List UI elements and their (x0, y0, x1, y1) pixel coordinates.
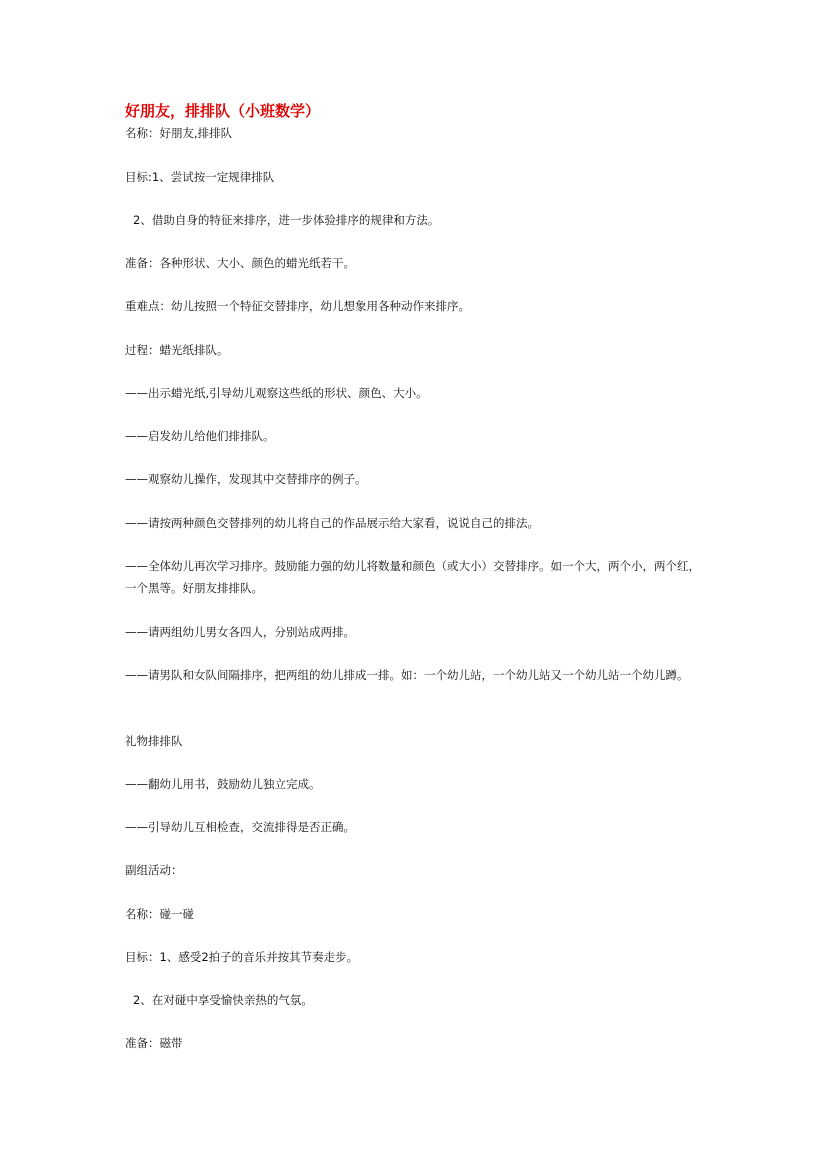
process-step-2: ——启发幼儿给他们排排队。 (125, 429, 275, 443)
goal-line-1: 目标:1、尝试按一定规律排队 (125, 170, 275, 184)
preparation-line: 准备：各种形状、大小、颜色的蜡光纸若干。 (125, 256, 355, 270)
gift-step-2: ——引导幼儿互相检查，交流排得是否正确。 (125, 820, 355, 834)
process-step-1: ——出示蜡光纸,引导幼儿观察这些纸的形状、颜色、大小。 (125, 386, 428, 400)
name-line: 名称：好朋友,排排队 (125, 126, 233, 140)
process-step-3: ——观察幼儿操作，发现其中交替排序的例子。 (125, 472, 367, 486)
key-points-line: 重难点：幼儿按照一个特征交替排序，幼儿想象用各种动作来排序。 (125, 299, 470, 313)
sub-activity-name: 名称：碰一碰 (125, 907, 194, 921)
process-step-6: ——请两组幼儿男女各四人，分别站成两排。 (125, 625, 355, 639)
sub-activity-goal-1: 目标：1、感受2拍子的音乐并按其节奏走步。 (125, 950, 359, 964)
sub-activity-goal-2: 2、在对碰中享受愉快亲热的气氛。 (133, 993, 313, 1007)
gift-queue-line: 礼物排排队 (125, 734, 183, 748)
process-step-4: ——请按两种颜色交替排列的幼儿将自己的作品展示给大家看，说说自己的排法。 (125, 516, 539, 530)
goal-line-2: 2、借助自身的特征来排序，进一步体验排序的规律和方法。 (133, 213, 440, 227)
document-title: 好朋友，排排队（小班数学） (125, 102, 321, 120)
gift-step-1: ——翻幼儿用书，鼓励幼儿独立完成。 (125, 777, 321, 791)
process-step-5: ——全体幼儿再次学习排序。鼓励能力强的幼儿将数量和颜色（或大小）交替排序。如一个大，两个小，两个红，一个黑等。好朋友排排队。 (125, 559, 700, 595)
process-line: 过程：蜡光纸排队。 (125, 343, 229, 357)
sub-activity-preparation: 准备：磁带 (125, 1036, 183, 1050)
process-step-7: ——请男队和女队间隔排序，把两组的幼儿排成一排。如：一个幼儿站，一个幼儿站又一个幼儿站一个幼儿蹲。 (125, 668, 689, 682)
sub-activity-heading: 副组活动： (125, 863, 183, 877)
